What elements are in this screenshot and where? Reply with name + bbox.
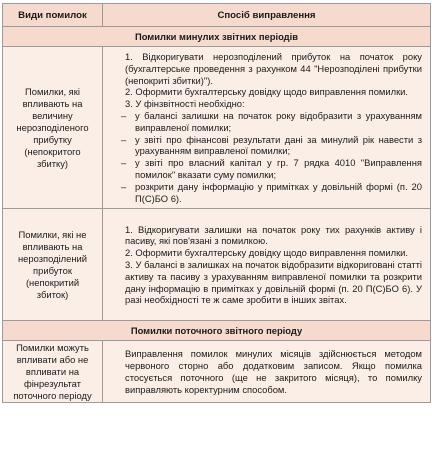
header-kind: Види помилок (3, 4, 103, 27)
header-method: Спосіб виправлення (103, 4, 431, 27)
kind-current: Помилки можуть впливати або не впливати на фінрезультат поточного періоду (3, 341, 103, 403)
bullet-text: у балансі залишки на початок року відобразити з урахуванням виправленої помилки; (135, 109, 422, 133)
bullet-item (111, 157, 422, 181)
step-1: 1. Відкоригувати залишки на початок року тих рахунків активу і пасиву, які пов'язані з помилкою. (125, 223, 422, 247)
method-affect-profit (103, 47, 431, 209)
table-row (3, 341, 431, 403)
bullet-item (111, 134, 422, 158)
bullet-text: у звіті про фінансові результати дані за минулий рік навести з урахуванням виправленої помилки; (135, 133, 422, 157)
table-header-row (3, 4, 431, 27)
dash-bullet: – (121, 157, 127, 169)
method-current (103, 341, 431, 403)
step-2: 2. Оформити бухгалтерську довідку щодо виправлення помилки. (125, 247, 409, 259)
dash-bullet: – (121, 109, 127, 121)
table-row (3, 209, 431, 321)
dash-bullet: – (121, 133, 127, 145)
section-current-title: Помилки поточного звітного періоду (3, 321, 431, 341)
kind-not-affect-profit: Помилки, які не впливають на нерозподілений прибуток (непокритий збиток) (3, 209, 103, 321)
step-3: 3. У фінзвітності необхідно: (125, 98, 245, 110)
bullet-text: у звіті про власний капітал у гр. 7 рядка 4010 "Виправлення помилок" вказати суму помилки; (135, 157, 422, 180)
section-row-past (3, 27, 431, 47)
step-2: 2. Оформити бухгалтерську довідку щодо виправлення помилки. (125, 86, 409, 98)
bullet-item (111, 110, 422, 134)
error-correction-table (2, 3, 431, 403)
bullet-text: розкрити дану інформацію у примітках у довільній формі (п. 20 П(С)БО 6). (135, 180, 422, 204)
step-1: 1. Відкоригувати нерозподілений прибуток на початок року (бухгалтерське проведення з рахунком 44 "Нерозподілені прибутки (непокриті збитки)"). (125, 51, 422, 86)
section-past-title: Помилки минулих звітних періодів (3, 27, 431, 47)
kind-affect-profit: Помилки, які впливають на величину нерозподіленого прибутку (непокритого збитку) (3, 47, 103, 209)
table-row (3, 47, 431, 209)
dash-bullet: – (121, 180, 127, 192)
section-row-current (3, 321, 431, 341)
method-not-affect-profit (103, 209, 431, 321)
current-text: Виправлення помилок минулих місяців здійснюється методом червоного сторно або додатковим записом. Якщо помилка стосується поточного (ще не закритого місяця), то помилку виправляють коректурним способом. (125, 348, 422, 395)
step-3: 3. У балансі в залишках на початок відобразити відкориговані статті активу та пасиву з урахуванням виправленої помилки та розкрити дану інформацію в примітках у довільній формі (п. 20 П(С)БО 6). У разі необхідності те ж саме зробити в інших звітах. (125, 258, 422, 306)
bullet-item (111, 181, 422, 205)
